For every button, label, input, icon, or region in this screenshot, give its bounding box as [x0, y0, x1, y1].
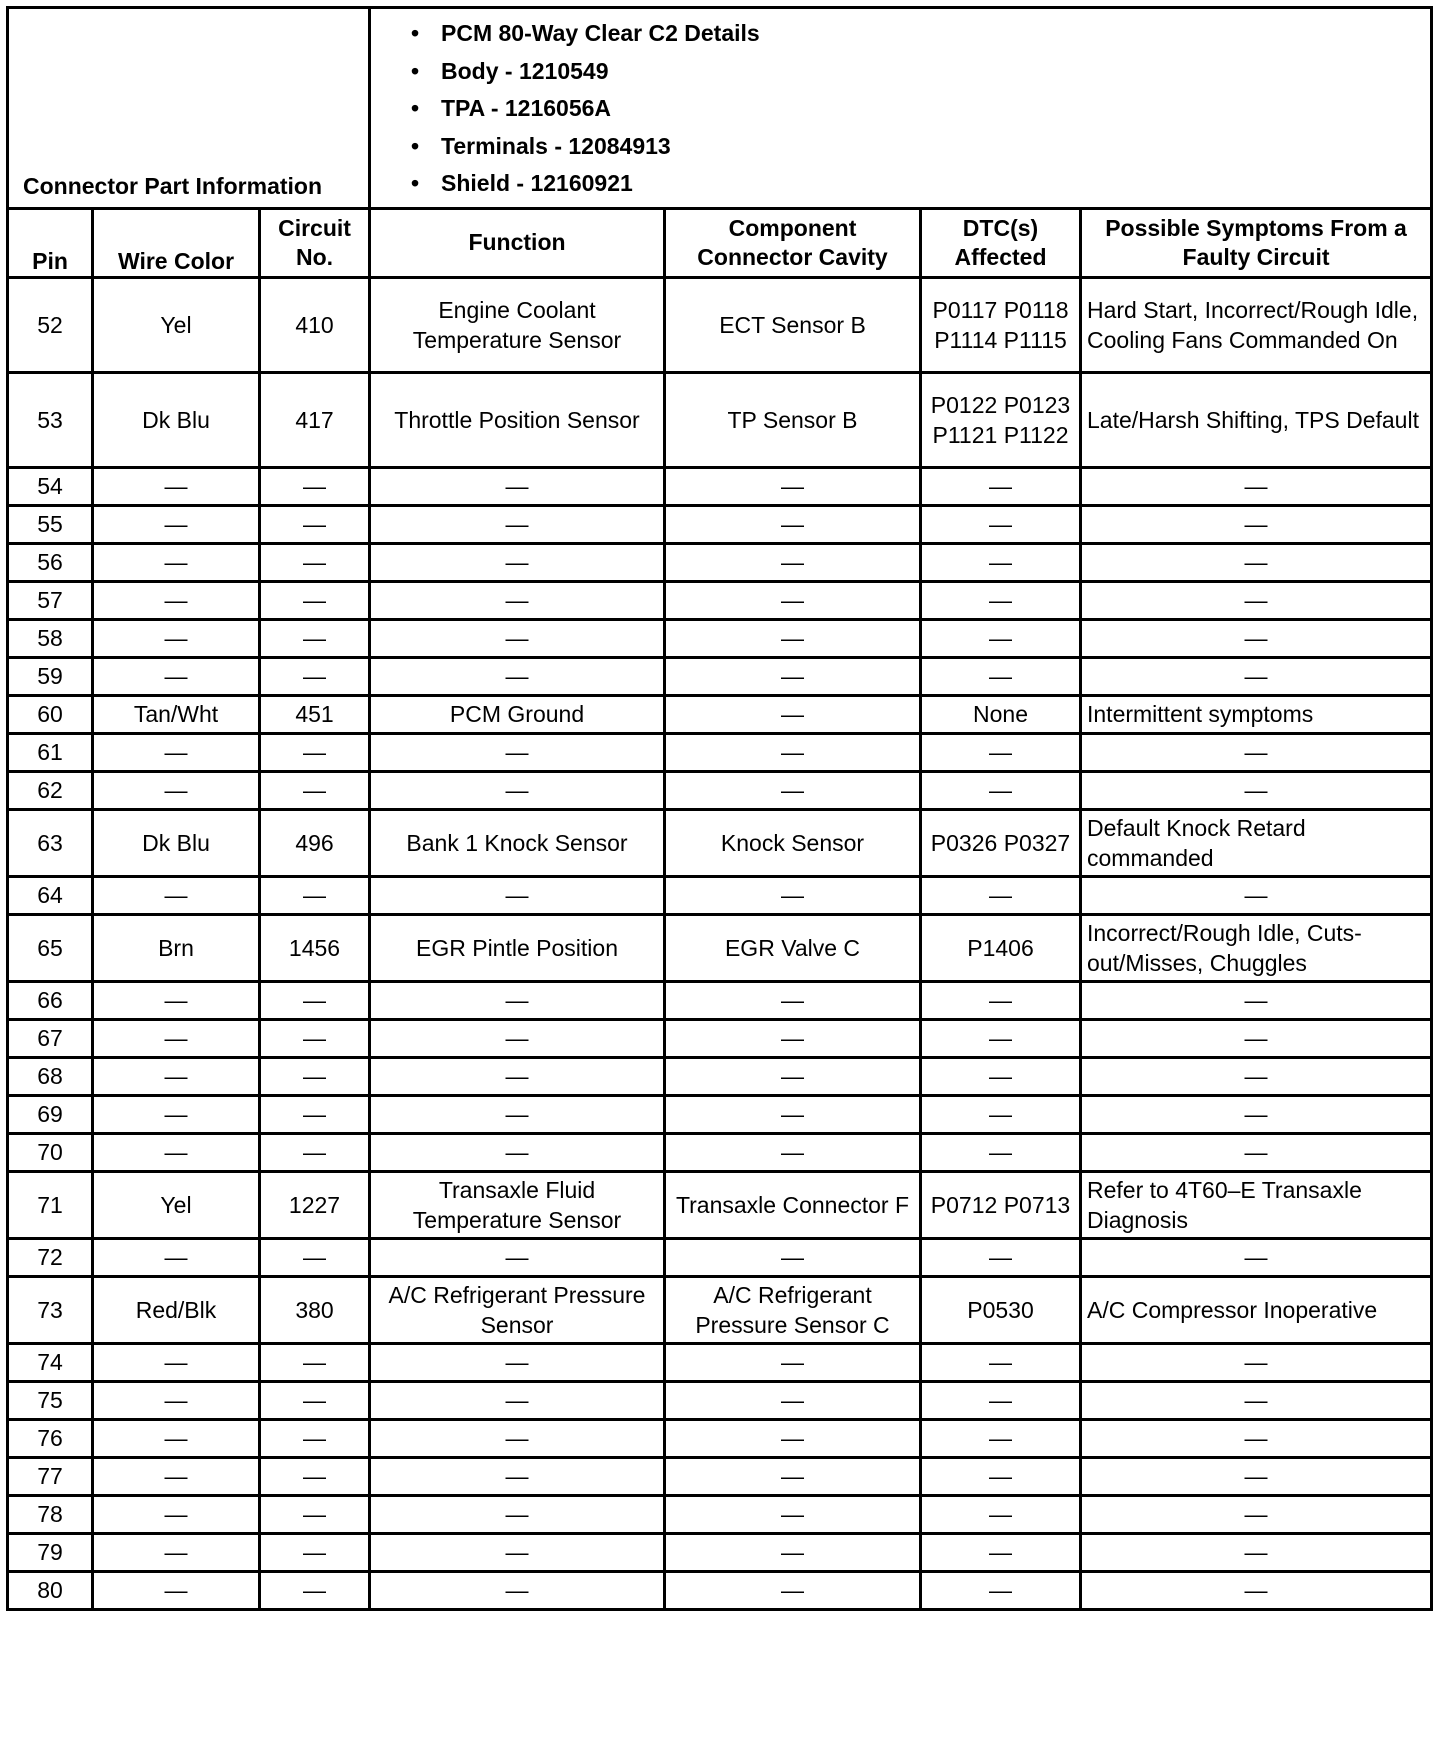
circuit-no-cell: —	[260, 981, 370, 1019]
pin-cell: 69	[8, 1095, 93, 1133]
pin-row	[8, 1457, 1432, 1495]
pin-cell: 54	[8, 467, 93, 505]
symptoms-cell: Incorrect/Rough Idle, Cuts-out/Misses, Chuggles	[1081, 914, 1432, 981]
symptoms-cell: —	[1081, 1019, 1432, 1057]
pin-row	[8, 1571, 1432, 1609]
pin-cell: 59	[8, 657, 93, 695]
col-header-circuit-no: Circuit No.	[260, 208, 370, 277]
symptoms-cell: —	[1081, 1457, 1432, 1495]
dtc-cell: —	[921, 619, 1081, 657]
pin-row	[8, 505, 1432, 543]
dtc-cell: —	[921, 1457, 1081, 1495]
pin-row	[8, 1276, 1432, 1343]
pin-row	[8, 372, 1432, 467]
symptoms-cell: —	[1081, 1419, 1432, 1457]
circuit-no-cell: 417	[260, 372, 370, 467]
function-cell: —	[370, 1019, 665, 1057]
symptoms-cell: —	[1081, 505, 1432, 543]
component-cavity-cell: —	[665, 1457, 921, 1495]
dtc-cell: —	[921, 1133, 1081, 1171]
component-cavity-cell: —	[665, 733, 921, 771]
component-cavity-cell: —	[665, 981, 921, 1019]
wire-color-cell: Dk Blu	[93, 809, 260, 876]
component-cavity-cell: —	[665, 1419, 921, 1457]
function-cell: Bank 1 Knock Sensor	[370, 809, 665, 876]
pin-row	[8, 581, 1432, 619]
pin-row	[8, 1019, 1432, 1057]
symptoms-cell: —	[1081, 876, 1432, 914]
dtc-cell: —	[921, 505, 1081, 543]
component-cavity-cell: —	[665, 657, 921, 695]
function-cell: —	[370, 771, 665, 809]
wire-color-cell: —	[93, 581, 260, 619]
pin-cell: 56	[8, 543, 93, 581]
component-cavity-cell: Knock Sensor	[665, 809, 921, 876]
symptoms-cell: —	[1081, 733, 1432, 771]
pin-cell: 77	[8, 1457, 93, 1495]
pin-row	[8, 619, 1432, 657]
wire-color-cell: —	[93, 505, 260, 543]
circuit-no-cell: 380	[260, 1276, 370, 1343]
wire-color-cell: —	[93, 981, 260, 1019]
symptoms-cell: —	[1081, 771, 1432, 809]
function-cell: —	[370, 543, 665, 581]
pin-row	[8, 1343, 1432, 1381]
column-header-row	[8, 208, 1432, 277]
symptoms-cell: —	[1081, 1238, 1432, 1276]
wire-color-cell: —	[93, 1533, 260, 1571]
dtc-cell: —	[921, 467, 1081, 505]
pin-row	[8, 1133, 1432, 1171]
pin-row	[8, 771, 1432, 809]
pin-cell: 75	[8, 1381, 93, 1419]
component-cavity-cell: —	[665, 1495, 921, 1533]
pin-cell: 74	[8, 1343, 93, 1381]
dtc-cell: —	[921, 1238, 1081, 1276]
function-cell: —	[370, 733, 665, 771]
symptoms-cell: —	[1081, 981, 1432, 1019]
function-cell: —	[370, 1343, 665, 1381]
dtc-cell: P1406	[921, 914, 1081, 981]
symptoms-cell: A/C Compressor Inoperative	[1081, 1276, 1432, 1343]
symptoms-cell: —	[1081, 657, 1432, 695]
function-cell: —	[370, 1571, 665, 1609]
wire-color-cell: —	[93, 1095, 260, 1133]
dtc-cell: P0326 P0327	[921, 809, 1081, 876]
pin-cell: 72	[8, 1238, 93, 1276]
function-cell: Transaxle Fluid Temperature Sensor	[370, 1171, 665, 1238]
symptoms-cell: —	[1081, 543, 1432, 581]
wire-color-cell: Tan/Wht	[93, 695, 260, 733]
component-cavity-cell: —	[665, 619, 921, 657]
circuit-no-cell: —	[260, 1533, 370, 1571]
pin-row	[8, 1533, 1432, 1571]
wire-color-cell: —	[93, 1057, 260, 1095]
circuit-no-cell: —	[260, 1057, 370, 1095]
col-header-dtcs-affected: DTC(s) Affected	[921, 208, 1081, 277]
component-cavity-cell: —	[665, 505, 921, 543]
symptoms-cell: —	[1081, 1057, 1432, 1095]
circuit-no-cell: —	[260, 733, 370, 771]
connector-detail-item: • PCM 80-Way Clear C2 Details	[411, 15, 1422, 53]
circuit-no-cell: —	[260, 581, 370, 619]
dtc-cell: —	[921, 581, 1081, 619]
dtc-cell: —	[921, 1095, 1081, 1133]
pin-cell: 65	[8, 914, 93, 981]
col-header-pin: Pin	[8, 208, 93, 277]
pin-row	[8, 809, 1432, 876]
pin-cell: 76	[8, 1419, 93, 1457]
function-cell: —	[370, 981, 665, 1019]
component-cavity-cell: TP Sensor B	[665, 372, 921, 467]
circuit-no-cell: —	[260, 1457, 370, 1495]
circuit-no-cell: —	[260, 657, 370, 695]
circuit-no-cell: —	[260, 543, 370, 581]
symptoms-cell: Hard Start, Incorrect/Rough Idle, Cooling Fans Commanded On	[1081, 277, 1432, 372]
dtc-cell: P0122 P0123 P1121 P1122	[921, 372, 1081, 467]
circuit-no-cell: —	[260, 1095, 370, 1133]
circuit-no-cell: —	[260, 1381, 370, 1419]
pin-cell: 67	[8, 1019, 93, 1057]
wire-color-cell: —	[93, 1343, 260, 1381]
dtc-cell: —	[921, 1533, 1081, 1571]
wire-color-cell: —	[93, 1133, 260, 1171]
pin-row	[8, 543, 1432, 581]
function-cell: EGR Pintle Position	[370, 914, 665, 981]
symptoms-cell: Default Knock Retard commanded	[1081, 809, 1432, 876]
circuit-no-cell: —	[260, 505, 370, 543]
pin-row	[8, 1419, 1432, 1457]
pin-row	[8, 1095, 1432, 1133]
symptoms-cell: Intermittent symptoms	[1081, 695, 1432, 733]
pin-row	[8, 1238, 1432, 1276]
wire-color-cell: —	[93, 1381, 260, 1419]
dtc-cell: —	[921, 733, 1081, 771]
circuit-no-cell: —	[260, 1419, 370, 1457]
pin-cell: 71	[8, 1171, 93, 1238]
wire-color-cell: Dk Blu	[93, 372, 260, 467]
circuit-no-cell: 1227	[260, 1171, 370, 1238]
pin-row	[8, 695, 1432, 733]
function-cell: —	[370, 1495, 665, 1533]
function-cell: —	[370, 1419, 665, 1457]
col-header-component-connector-cavity: Component Connector Cavity	[665, 208, 921, 277]
function-cell: —	[370, 876, 665, 914]
pin-row	[8, 277, 1432, 372]
wire-color-cell: —	[93, 733, 260, 771]
component-cavity-cell: EGR Valve C	[665, 914, 921, 981]
pin-cell: 55	[8, 505, 93, 543]
pin-cell: 62	[8, 771, 93, 809]
symptoms-cell: —	[1081, 1533, 1432, 1571]
symptoms-cell: —	[1081, 1381, 1432, 1419]
connector-part-info-label: Connector Part Information	[8, 8, 370, 209]
component-cavity-cell: A/C Refrigerant Pressure Sensor C	[665, 1276, 921, 1343]
circuit-no-cell: —	[260, 1019, 370, 1057]
pin-row	[8, 1495, 1432, 1533]
wire-color-cell: Yel	[93, 1171, 260, 1238]
circuit-no-cell: 1456	[260, 914, 370, 981]
component-cavity-cell: —	[665, 1381, 921, 1419]
pin-cell: 78	[8, 1495, 93, 1533]
function-cell: —	[370, 1095, 665, 1133]
function-cell: —	[370, 1457, 665, 1495]
pin-cell: 80	[8, 1571, 93, 1609]
dtc-cell: —	[921, 1495, 1081, 1533]
circuit-no-cell: 496	[260, 809, 370, 876]
wire-color-cell: —	[93, 619, 260, 657]
dtc-cell: —	[921, 543, 1081, 581]
component-cavity-cell: —	[665, 1133, 921, 1171]
symptoms-cell: —	[1081, 1495, 1432, 1533]
circuit-no-cell: 410	[260, 277, 370, 372]
pin-row	[8, 733, 1432, 771]
component-cavity-cell: —	[665, 1533, 921, 1571]
symptoms-cell: —	[1081, 1343, 1432, 1381]
dtc-cell: None	[921, 695, 1081, 733]
pin-cell: 64	[8, 876, 93, 914]
pinout-table	[6, 6, 1433, 1611]
circuit-no-cell: —	[260, 1495, 370, 1533]
function-cell: —	[370, 1133, 665, 1171]
wire-color-cell: Red/Blk	[93, 1276, 260, 1343]
wire-color-cell: —	[93, 771, 260, 809]
pin-row	[8, 914, 1432, 981]
wire-color-cell: —	[93, 1571, 260, 1609]
connector-details	[370, 8, 1432, 209]
dtc-cell: —	[921, 876, 1081, 914]
circuit-no-cell: —	[260, 1343, 370, 1381]
wire-color-cell: —	[93, 1419, 260, 1457]
component-cavity-cell: —	[665, 467, 921, 505]
component-cavity-cell: —	[665, 543, 921, 581]
function-cell: —	[370, 581, 665, 619]
connector-detail-item: • TPA - 1216056A	[411, 90, 1422, 128]
pin-row	[8, 876, 1432, 914]
function-cell: —	[370, 505, 665, 543]
pin-cell: 58	[8, 619, 93, 657]
pin-cell: 53	[8, 372, 93, 467]
function-cell: —	[370, 1533, 665, 1571]
component-cavity-cell: —	[665, 876, 921, 914]
pin-cell: 61	[8, 733, 93, 771]
function-cell: —	[370, 657, 665, 695]
component-cavity-cell: ECT Sensor B	[665, 277, 921, 372]
dtc-cell: —	[921, 1343, 1081, 1381]
wire-color-cell: Brn	[93, 914, 260, 981]
col-header-wire-color: Wire Color	[93, 208, 260, 277]
wire-color-cell: —	[93, 1019, 260, 1057]
symptoms-cell: —	[1081, 619, 1432, 657]
component-cavity-cell: —	[665, 1095, 921, 1133]
dtc-cell: —	[921, 1381, 1081, 1419]
pin-rows	[8, 277, 1432, 1609]
circuit-no-cell: —	[260, 619, 370, 657]
wire-color-cell: —	[93, 876, 260, 914]
function-cell: —	[370, 1238, 665, 1276]
pin-row	[8, 1171, 1432, 1238]
pin-cell: 68	[8, 1057, 93, 1095]
dtc-cell: P0117 P0118 P1114 P1115	[921, 277, 1081, 372]
connector-details-list	[411, 15, 1422, 203]
connector-pinout-sheet	[6, 6, 1430, 1611]
pin-cell: 70	[8, 1133, 93, 1171]
circuit-no-cell: —	[260, 876, 370, 914]
pin-row	[8, 657, 1432, 695]
symptoms-cell: —	[1081, 467, 1432, 505]
dtc-cell: —	[921, 1057, 1081, 1095]
circuit-no-cell: 451	[260, 695, 370, 733]
connector-detail-item: • Shield - 12160921	[411, 165, 1422, 203]
pin-cell: 73	[8, 1276, 93, 1343]
pin-cell: 63	[8, 809, 93, 876]
component-cavity-cell: —	[665, 1057, 921, 1095]
wire-color-cell: —	[93, 543, 260, 581]
circuit-no-cell: —	[260, 1133, 370, 1171]
dtc-cell: —	[921, 981, 1081, 1019]
dtc-cell: P0712 P0713	[921, 1171, 1081, 1238]
function-cell: Throttle Position Sensor	[370, 372, 665, 467]
symptoms-cell: —	[1081, 1095, 1432, 1133]
component-cavity-cell: —	[665, 1238, 921, 1276]
col-header-possible-symptoms: Possible Symptoms From a Faulty Circuit	[1081, 208, 1432, 277]
symptoms-cell: —	[1081, 1571, 1432, 1609]
component-cavity-cell: —	[665, 695, 921, 733]
function-cell: Engine Coolant Temperature Sensor	[370, 277, 665, 372]
function-cell: —	[370, 1381, 665, 1419]
connector-detail-item: • Body - 1210549	[411, 53, 1422, 91]
circuit-no-cell: —	[260, 467, 370, 505]
pin-row	[8, 981, 1432, 1019]
wire-color-cell: —	[93, 1457, 260, 1495]
function-cell: —	[370, 619, 665, 657]
dtc-cell: —	[921, 771, 1081, 809]
pin-cell: 79	[8, 1533, 93, 1571]
dtc-cell: —	[921, 657, 1081, 695]
pin-cell: 57	[8, 581, 93, 619]
function-cell: A/C Refrigerant Pressure Sensor	[370, 1276, 665, 1343]
col-header-function: Function	[370, 208, 665, 277]
pin-cell: 60	[8, 695, 93, 733]
wire-color-cell: —	[93, 467, 260, 505]
dtc-cell: —	[921, 1419, 1081, 1457]
function-cell: —	[370, 467, 665, 505]
component-cavity-cell: —	[665, 1343, 921, 1381]
symptoms-cell: —	[1081, 1133, 1432, 1171]
component-cavity-cell: —	[665, 1019, 921, 1057]
pin-row	[8, 1381, 1432, 1419]
circuit-no-cell: —	[260, 771, 370, 809]
component-cavity-cell: —	[665, 1571, 921, 1609]
dtc-cell: P0530	[921, 1276, 1081, 1343]
pin-row	[8, 1057, 1432, 1095]
component-cavity-cell: Transaxle Connector F	[665, 1171, 921, 1238]
wire-color-cell: Yel	[93, 277, 260, 372]
dtc-cell: —	[921, 1019, 1081, 1057]
function-cell: PCM Ground	[370, 695, 665, 733]
circuit-no-cell: —	[260, 1238, 370, 1276]
dtc-cell: —	[921, 1571, 1081, 1609]
connector-detail-item: • Terminals - 12084913	[411, 128, 1422, 166]
component-cavity-cell: —	[665, 581, 921, 619]
pin-cell: 66	[8, 981, 93, 1019]
wire-color-cell: —	[93, 657, 260, 695]
symptoms-cell: —	[1081, 581, 1432, 619]
symptoms-cell: Late/Harsh Shifting, TPS Default	[1081, 372, 1432, 467]
wire-color-cell: —	[93, 1238, 260, 1276]
component-cavity-cell: —	[665, 771, 921, 809]
function-cell: —	[370, 1057, 665, 1095]
wire-color-cell: —	[93, 1495, 260, 1533]
symptoms-cell: Refer to 4T60–E Transaxle Diagnosis	[1081, 1171, 1432, 1238]
connector-info-row	[8, 8, 1432, 209]
pin-cell: 52	[8, 277, 93, 372]
circuit-no-cell: —	[260, 1571, 370, 1609]
pin-row	[8, 467, 1432, 505]
